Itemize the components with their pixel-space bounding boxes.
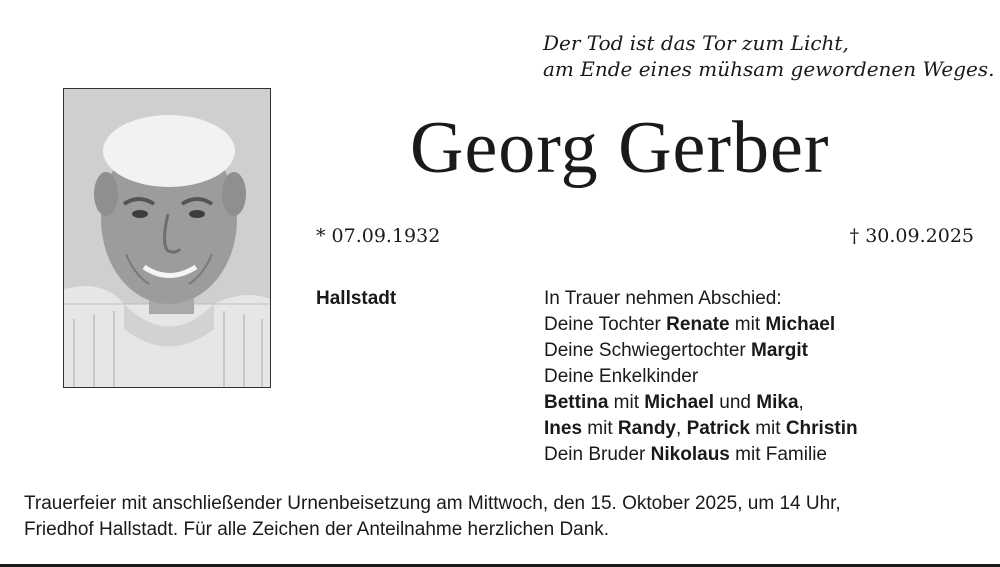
funeral-notice-line-2: Friedhof Hallstadt. Für alle Zeichen der Anteilnahme herzlichen Dank. — [24, 519, 610, 540]
portrait-photo — [63, 88, 271, 388]
deceased-name: Georg Gerber — [410, 107, 830, 189]
mourner-line: Ines mit Randy, Patrick mit Christin — [544, 418, 858, 439]
death-date: † 30.09.2025 — [849, 225, 974, 247]
hometown: Hallstadt — [316, 288, 397, 309]
memorial-quote — [543, 30, 995, 82]
mourner-line: Deine Tochter Renate mit Michael — [544, 314, 836, 335]
mourner-line: Dein Bruder Nikolaus mit Familie — [544, 444, 827, 465]
mourner-line: Deine Enkelkinder — [544, 366, 699, 387]
quote-line-2: am Ende eines mühsam gewordenen Weges. — [543, 57, 995, 81]
mourners-list — [544, 286, 858, 468]
mourners-intro: In Trauer nehmen Abschied: — [544, 288, 782, 309]
funeral-notice — [24, 491, 989, 543]
funeral-notice-line-1: Trauerfeier mit anschließender Urnenbeisetzung am Mittwoch, den 15. Oktober 2025, um 14 Uhr, — [24, 493, 841, 514]
quote-line-1: Der Tod ist das Tor zum Licht, — [543, 31, 849, 55]
mourner-line: Deine Schwiegertochter Margit — [544, 340, 808, 361]
mourner-line: Bettina mit Michael und Mika, — [544, 392, 804, 413]
birth-date: * 07.09.1932 — [316, 225, 441, 247]
